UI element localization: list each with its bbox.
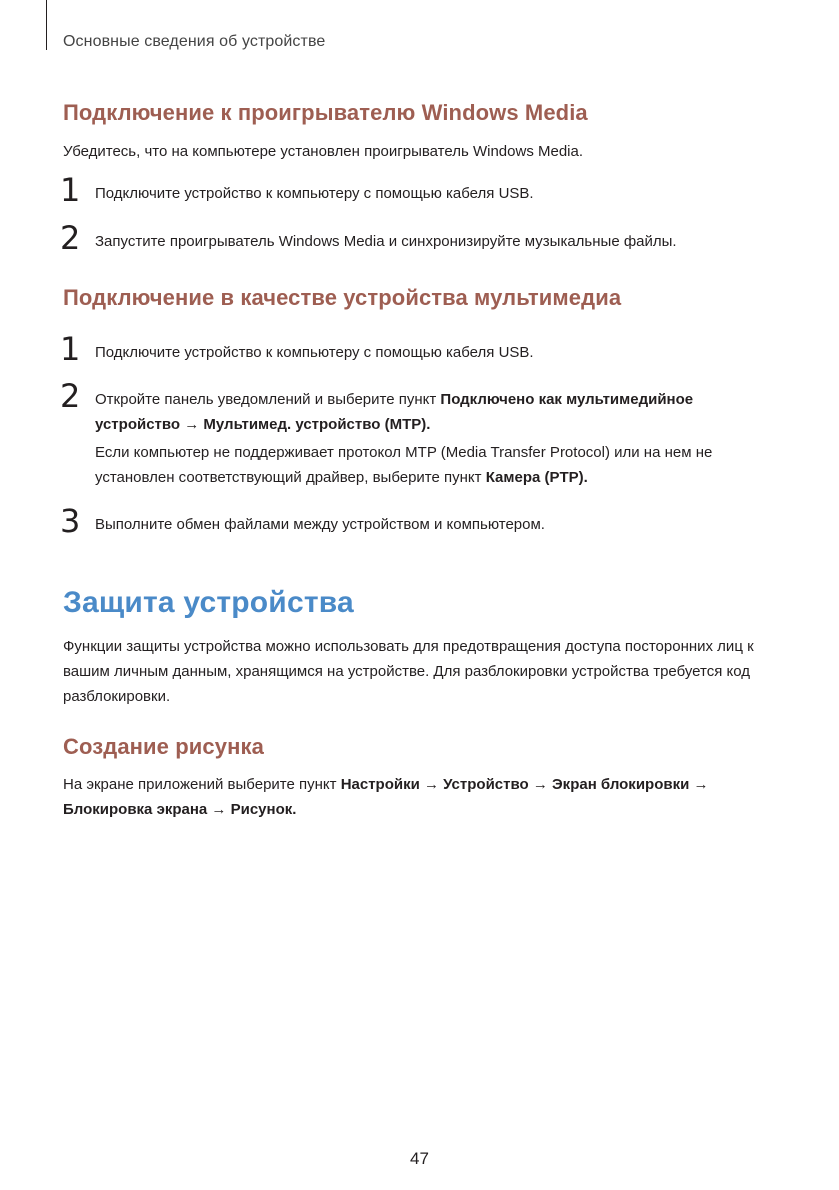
menu-path-screen-lock: Блокировка экрана	[63, 801, 208, 818]
note-prefix: Если компьютер не поддерживает протокол MTP (Media Transfer Protocol) или на нем не установлен соответствующий драйвер, выберите пункт	[95, 444, 713, 486]
step-text	[95, 387, 735, 437]
menu-path-device: Устройство	[443, 776, 529, 793]
step-number: 3	[60, 502, 81, 540]
arrow: →	[419, 776, 444, 793]
step-number: 1	[60, 330, 81, 368]
pattern-text-suffix: .	[292, 801, 297, 818]
step-text-suffix: .	[426, 416, 431, 433]
step-number: 2	[60, 377, 81, 415]
arrow: →	[180, 416, 204, 433]
section-title-media: Подключение в качестве устройства мультимедиа	[63, 285, 622, 310]
menu-path-pattern: Рисунок	[230, 801, 293, 818]
section-title-pattern: Создание рисунка	[63, 734, 264, 759]
menu-path-settings: Настройки	[340, 776, 420, 793]
step-text: Запустите проигрыватель Windows Media и синхронизируйте музыкальные файлы.	[95, 233, 677, 250]
step-text: Выполните обмен файлами между устройством и компьютером.	[95, 516, 545, 533]
menu-path-lock-screen: Экран блокировки	[552, 776, 690, 793]
arrow: →	[689, 776, 709, 793]
margin-rule	[46, 0, 47, 50]
arrow: →	[528, 776, 553, 793]
section-wmp-intro: Убедитесь, что на компьютере установлен проигрыватель Windows Media.	[63, 143, 584, 160]
menu-path-media-device-mtp: Мультимед. устройство (MTP)	[203, 416, 427, 433]
pattern-text-prefix: На экране приложений выберите пункт	[63, 776, 341, 793]
step-text-prefix: Откройте панель уведомлений и выберите пункт	[95, 391, 441, 408]
section-title-security: Защита устройства	[63, 586, 354, 619]
breadcrumb: Основные сведения об устройстве	[63, 33, 326, 50]
section-security-intro: Функции защиты устройства можно использовать для предотвращения доступа посторонних лиц к вашим личным данным, хранящимся на устройстве. Для разблокировки устройства требуется код разблокировки.	[63, 638, 754, 705]
page-number: 47	[410, 1149, 429, 1168]
step-note	[95, 440, 745, 490]
step-text: Подключите устройство к компьютеру с помощью кабеля USB.	[95, 185, 534, 202]
step-number: 2	[60, 219, 81, 257]
arrow: →	[207, 801, 231, 818]
section-pattern-text	[63, 772, 783, 822]
menu-path-connected-as-media: Подключено как мультимедийное устройство	[95, 391, 694, 433]
step-number: 1	[60, 171, 81, 209]
menu-path-camera-ptp: Камера (PTP)	[485, 469, 584, 486]
note-suffix: .	[583, 469, 588, 486]
step-text: Подключите устройство к компьютеру с помощью кабеля USB.	[95, 344, 534, 361]
section-title-wmp: Подключение к проигрывателю Windows Media	[63, 100, 588, 125]
